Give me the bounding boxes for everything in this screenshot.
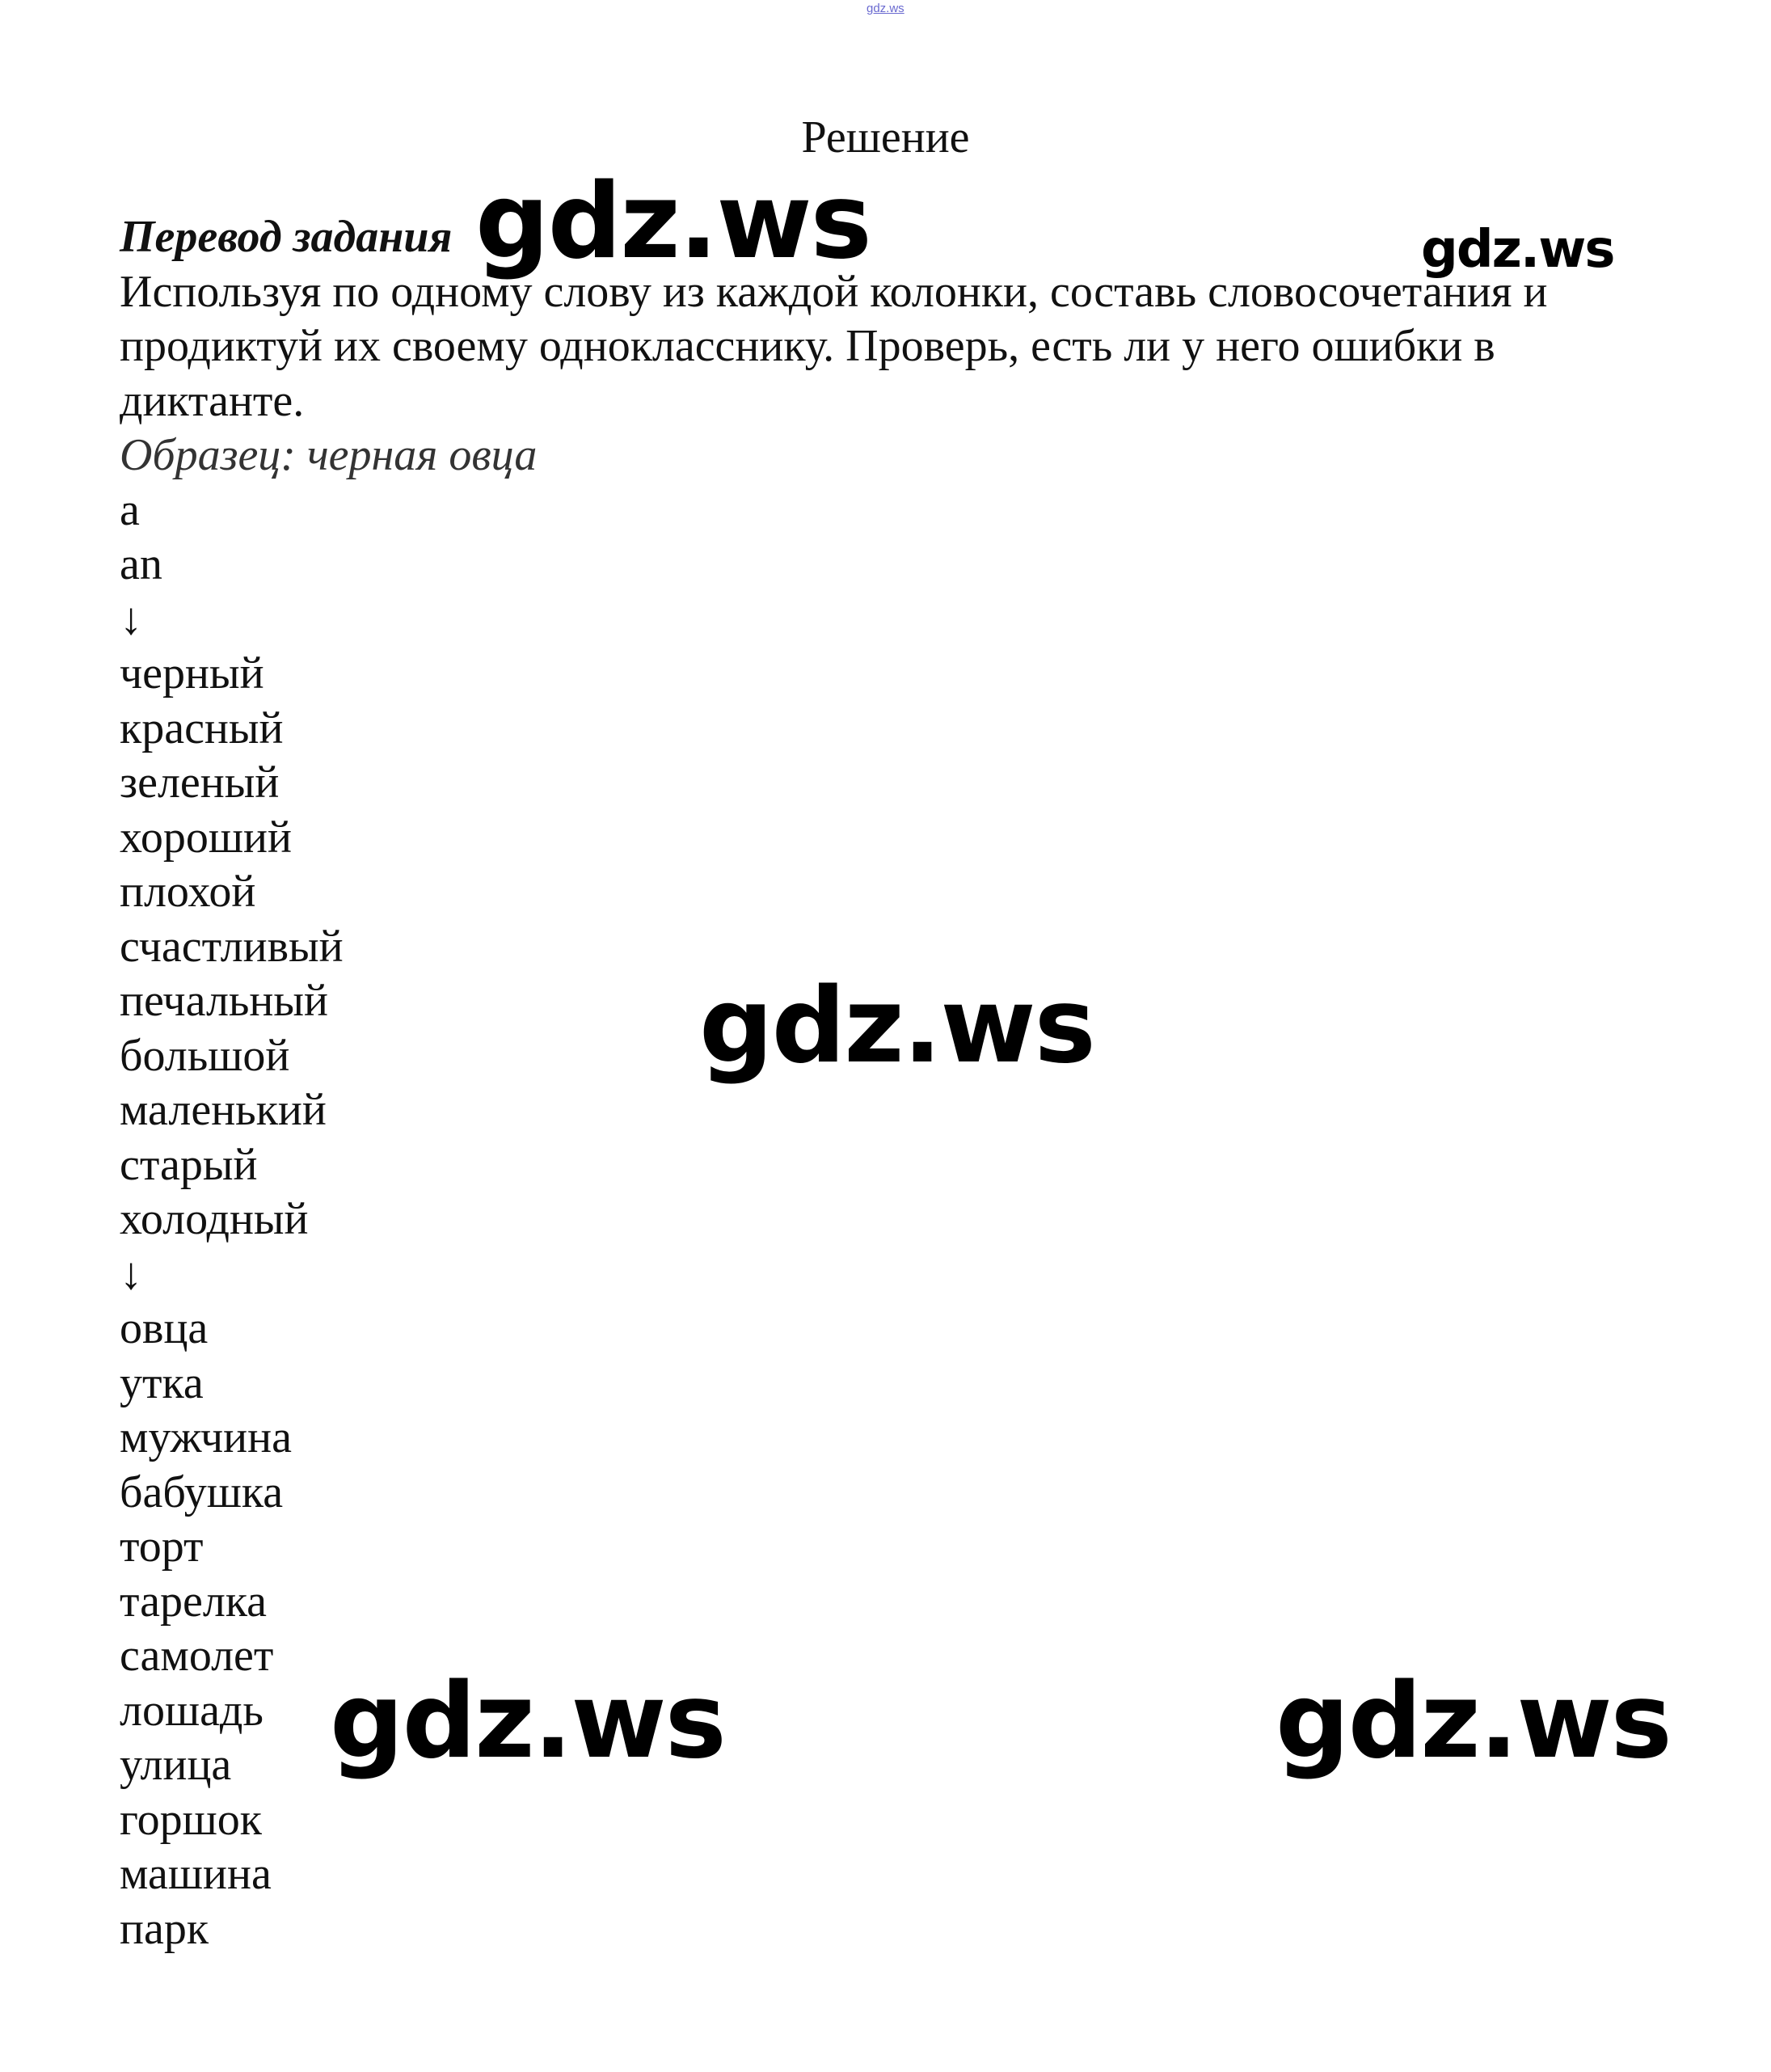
list-item: хороший: [120, 812, 292, 863]
list-item: счастливый: [120, 921, 344, 972]
watermark: gdz.ws: [699, 966, 1094, 1087]
list-item: большой: [120, 1030, 290, 1081]
list-item: парк: [120, 1903, 209, 1954]
column-articles: [120, 483, 1672, 593]
list-item: мужчина: [120, 1412, 292, 1462]
page-title: Решение: [801, 112, 970, 162]
list-item: горшок: [120, 1794, 262, 1845]
list-item: зеленый: [120, 757, 280, 808]
list-item: маленький: [120, 1085, 327, 1135]
list-item: холодный: [120, 1194, 309, 1244]
list-item: улица: [120, 1740, 232, 1790]
list-item: черный: [120, 648, 264, 698]
down-arrow-icon: ↓: [120, 593, 142, 644]
list-item: красный: [120, 703, 284, 753]
watermark: gdz.ws: [330, 1661, 725, 1782]
list-item: плохой: [120, 867, 256, 917]
list-item: утка: [120, 1357, 204, 1408]
watermark: gdz.ws: [475, 162, 871, 282]
top-watermark-link[interactable]: gdz.ws: [867, 2, 904, 15]
list-item: an: [120, 539, 162, 589]
list-item: машина: [120, 1849, 272, 1899]
list-item: лошадь: [120, 1685, 264, 1736]
list-item: торт: [120, 1521, 204, 1572]
list-item: овца: [120, 1303, 209, 1353]
list-item: печальный: [120, 976, 328, 1026]
list-item: тарелка: [120, 1576, 268, 1627]
watermark: gdz.ws: [1421, 220, 1614, 280]
column-nouns: [120, 1302, 1672, 1956]
list-item: бабушка: [120, 1466, 284, 1517]
task-example: Образец: черная овца: [120, 430, 538, 480]
task-instruction: Используя по одному слову из каждой колонки, составь словосочетания и продиктуй их своему однокласснику. Проверь, есть ли у него ошибки в диктанте.: [120, 266, 1548, 426]
column-adjectives: [120, 647, 1672, 1247]
list-item: a: [120, 484, 140, 535]
list-item: самолет: [120, 1631, 274, 1681]
down-arrow-icon: ↓: [120, 1248, 142, 1299]
list-item: старый: [120, 1139, 258, 1190]
watermark: gdz.ws: [1276, 1661, 1671, 1782]
task-label: Перевод задания: [120, 212, 453, 262]
